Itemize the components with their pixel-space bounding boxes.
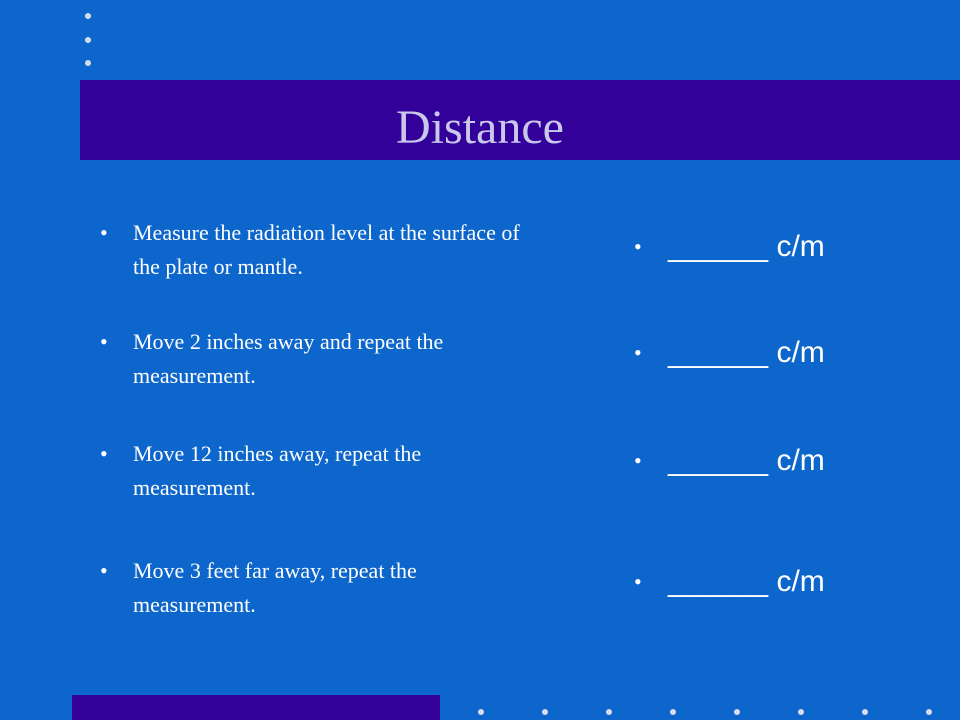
list-item-measure-surface	[100, 216, 540, 284]
reading-blank-1	[634, 229, 825, 265]
list-item-2-inches	[100, 325, 540, 393]
decorative-dot	[85, 37, 91, 43]
bullet: •	[100, 558, 108, 583]
decorative-dot	[798, 709, 804, 715]
bullet: •	[634, 234, 642, 259]
reading-blank-text: ______ c/m	[668, 336, 825, 369]
reading-blank-text: ______ c/m	[668, 444, 825, 477]
reading-blank-text: ______ c/m	[668, 565, 825, 598]
reading-blank-3	[634, 443, 825, 479]
reading-blank-2	[634, 335, 825, 371]
decorative-dot	[478, 709, 484, 715]
decorative-dot	[734, 709, 740, 715]
bullet: •	[100, 329, 108, 354]
bottom-band	[72, 695, 440, 720]
bullet: •	[634, 569, 642, 594]
list-item-text: Move 2 inches away and repeat the measurement.	[133, 329, 444, 388]
decorative-dot	[542, 709, 548, 715]
slide-title: Distance	[396, 101, 564, 154]
decorative-dot	[926, 709, 932, 715]
reading-blank-text: ______ c/m	[668, 230, 825, 263]
list-item-text: Measure the radiation level at the surface of the plate or mantle.	[133, 220, 520, 279]
reading-blank-4	[634, 564, 825, 600]
bullet: •	[100, 220, 108, 245]
decorative-dot	[670, 709, 676, 715]
decorative-dot	[606, 709, 612, 715]
bullet: •	[634, 448, 642, 473]
list-item-3-feet	[100, 554, 540, 622]
bullet: •	[634, 340, 642, 365]
decorative-dot	[85, 60, 91, 66]
decorative-dot	[862, 709, 868, 715]
list-item-text: Move 3 feet far away, repeat the measurement.	[133, 558, 417, 617]
title-band	[80, 80, 960, 160]
bullet: •	[100, 441, 108, 466]
list-item-12-inches	[100, 437, 540, 505]
list-item-text: Move 12 inches away, repeat the measurement.	[133, 441, 422, 500]
decorative-dot	[85, 13, 91, 19]
